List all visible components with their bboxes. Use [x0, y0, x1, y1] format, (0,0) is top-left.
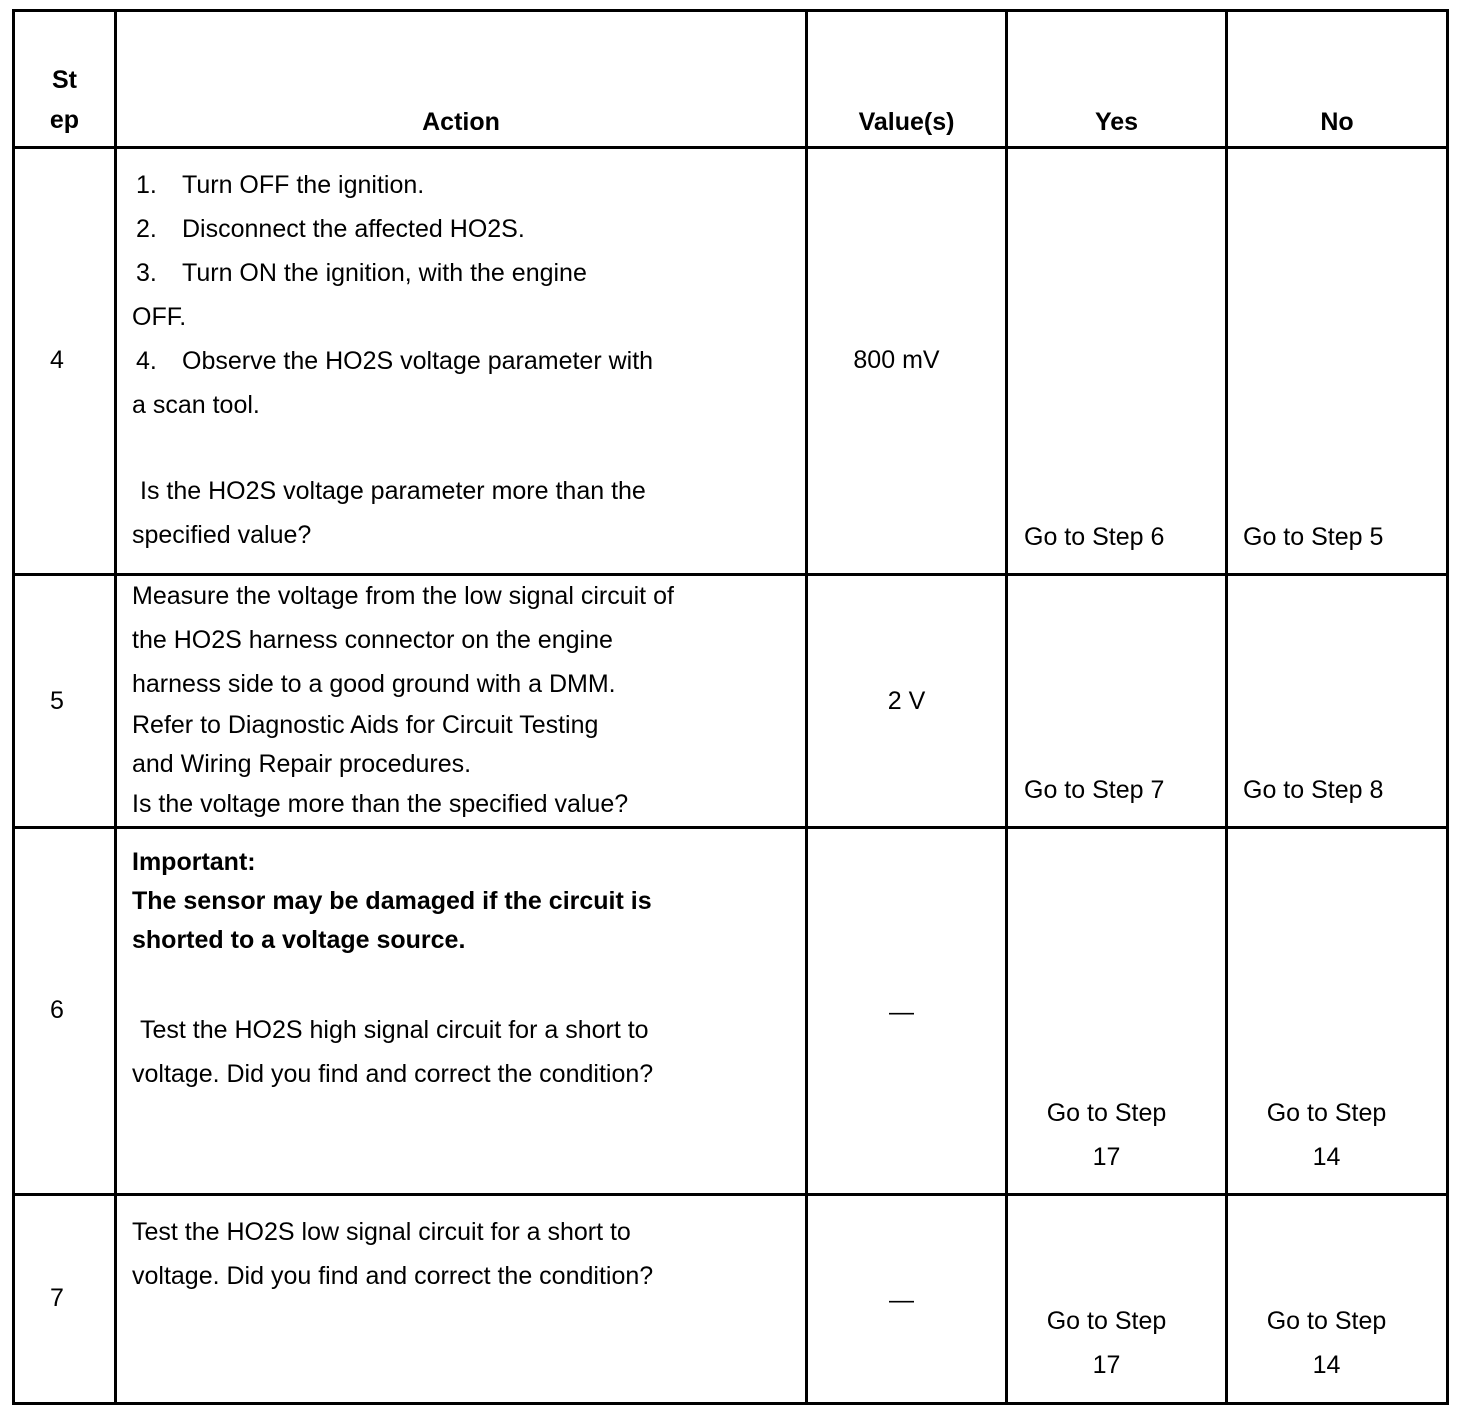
list-item: 1. Turn OFF the ignition. — [136, 171, 425, 199]
header-yes: Yes — [1094, 108, 1139, 136]
step-number: 6 — [50, 996, 64, 1024]
header-action: Action — [422, 108, 500, 136]
action-line: Is the voltage more than the specified value? — [132, 790, 629, 818]
header-step-line1: St — [52, 66, 77, 94]
table-border-right — [1446, 9, 1449, 1405]
value-cell: 800 mV — [853, 346, 940, 374]
header-step-line2: ep — [49, 106, 80, 134]
step-number: 4 — [50, 346, 64, 374]
yes-link-line1: Go to Step — [1046, 1307, 1167, 1335]
column-divider — [1005, 9, 1008, 1405]
action-cell — [132, 843, 653, 1096]
yes-link[interactable] — [1008, 1299, 1205, 1387]
important-text: shorted to a voltage source. — [132, 926, 466, 954]
no-link[interactable]: Go to Step 5 — [1243, 523, 1384, 551]
action-line: voltage. Did you find and correct the condition? — [132, 1262, 654, 1290]
no-link-line1: Go to Step — [1266, 1099, 1387, 1127]
header-no: No — [1320, 108, 1354, 136]
header-values: Value(s) — [858, 108, 955, 136]
value-cell: — — [889, 1286, 914, 1314]
list-item: 3. Turn ON the ignition, with the engine — [136, 259, 587, 287]
table-border-bottom — [12, 1402, 1449, 1405]
yes-link-line2: 17 — [1092, 1351, 1121, 1379]
action-cell — [132, 163, 653, 557]
no-link[interactable] — [1228, 1091, 1425, 1179]
spacer — [132, 960, 653, 1008]
list-item-continuation: a scan tool. — [132, 391, 260, 419]
no-link[interactable]: Go to Step 8 — [1243, 776, 1384, 804]
action-line: harness side to a good ground with a DMM. — [132, 670, 616, 698]
spacer — [132, 427, 653, 469]
no-link[interactable] — [1228, 1299, 1425, 1387]
action-line: and Wiring Repair procedures. — [132, 750, 472, 778]
row-divider — [12, 1193, 1449, 1196]
no-link-line1: Go to Step — [1266, 1307, 1387, 1335]
table-border-top — [12, 9, 1449, 12]
no-link-line2: 14 — [1312, 1351, 1341, 1379]
column-divider — [1225, 9, 1228, 1405]
value-cell: — — [889, 998, 914, 1026]
action-cell — [132, 1210, 653, 1298]
action-line: Refer to Diagnostic Aids for Circuit Testing — [132, 711, 599, 739]
action-line: Measure the voltage from the low signal circuit of — [132, 582, 674, 610]
list-item: 2. Disconnect the affected HO2S. — [136, 215, 525, 243]
yes-link-line2: 17 — [1092, 1143, 1121, 1171]
yes-link-line1: Go to Step — [1046, 1099, 1167, 1127]
question-text: Is the HO2S voltage parameter more than the — [140, 477, 646, 505]
yes-link[interactable]: Go to Step 7 — [1024, 776, 1165, 804]
important-label: Important: — [132, 848, 256, 876]
action-line: voltage. Did you find and correct the condition? — [132, 1060, 654, 1088]
action-line: Test the HO2S low signal circuit for a short to — [132, 1218, 631, 1246]
column-divider — [114, 9, 117, 1405]
list-item-continuation: OFF. — [132, 303, 187, 331]
action-line: Test the HO2S high signal circuit for a short to — [140, 1016, 649, 1044]
no-link-line2: 14 — [1312, 1143, 1341, 1171]
important-text: The sensor may be damaged if the circuit is — [132, 887, 652, 915]
step-number: 7 — [50, 1284, 64, 1312]
action-cell — [132, 574, 674, 824]
list-item: 4. Observe the HO2S voltage parameter with — [136, 347, 654, 375]
yes-link[interactable]: Go to Step 6 — [1024, 523, 1165, 551]
row-divider — [12, 826, 1449, 829]
value-cell: 2 V — [887, 687, 926, 715]
action-line: the HO2S harness connector on the engine — [132, 626, 613, 654]
header-divider — [12, 146, 1449, 149]
yes-link[interactable] — [1008, 1091, 1205, 1179]
step-number: 5 — [50, 687, 64, 715]
header-step — [15, 60, 114, 140]
question-text: specified value? — [132, 521, 312, 549]
